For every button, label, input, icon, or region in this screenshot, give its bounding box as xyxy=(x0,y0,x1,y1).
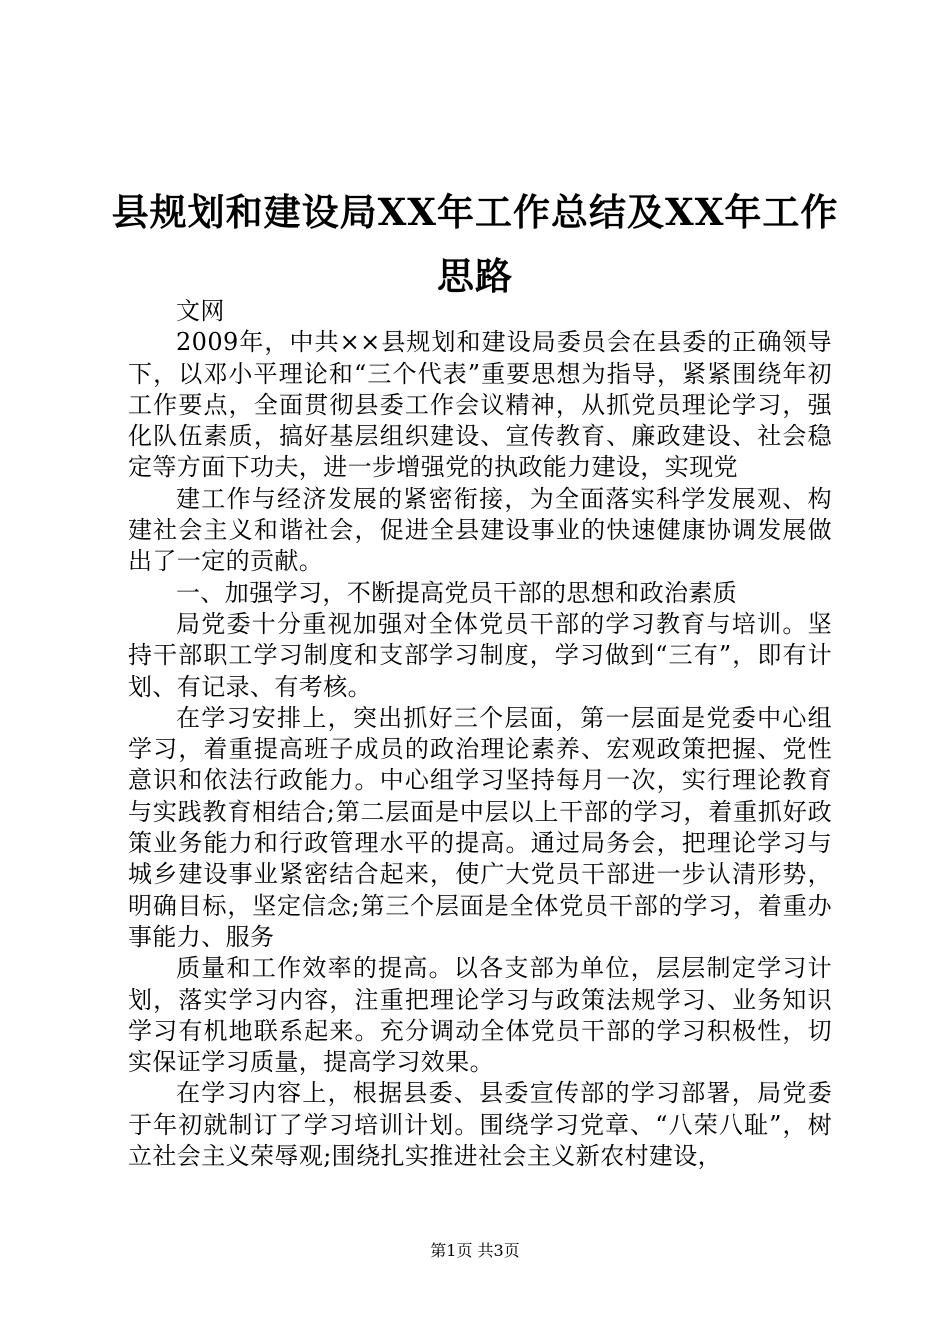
page-number-footer: 第1页 共3页 xyxy=(430,1241,520,1260)
paragraph-study-quality: 质量和工作效率的提高。以各支部为单位，层层制定学习计划，落实学习内容，注重把理论学习与政策法规学习、业务知识学习有机地联系起来。充分调动全体党员干部的学习积极性，切实保证学习质量，提高学习效果。 xyxy=(128,954,832,1077)
document-title: 县规划和建设局XX年工作总结及XX年工作思路 xyxy=(111,190,839,298)
paragraph-source: 文网 xyxy=(176,297,225,325)
paragraph-study-content: 在学习内容上，根据县委、县委宣传部的学习部署，局党委于年初就制订了学习培训计划。围绕学习党章、“八荣八耻”，树立社会主义荣辱观;围绕扎实推进社会主义新农村建设， xyxy=(128,1079,832,1171)
paragraph-study-training: 局党委十分重视加强对全体党员干部的学习教育与培训。坚持干部职工学习制度和支部学习制度，学习做到“三有”，即有计划、有记录、有考核。 xyxy=(128,609,832,701)
paragraph-intro: 2009年，中共××县规划和建设局委员会在县委的正确领导下，以邓小平理论和“三个代表”重要思想为指导，紧紧围绕年初工作要点，全面贯彻县委工作会议精神，从抓党员理论学习，强化队伍素质，搞好基层组织建设、宣传教育、廉政建设、社会稳定等方面下功夫，进一步增强党的执政能力建设，实现党 xyxy=(128,328,832,482)
paragraph-intro-continued: 建工作与经济发展的紧密衔接，为全面落实科学发展观、构建社会主义和谐社会，促进全县建设事业的快速健康协调发展做出了一定的贡献。 xyxy=(128,484,832,576)
paragraph-study-arrangement: 在学习安排上，突出抓好三个层面，第一层面是党委中心组学习，着重提高班子成员的政治理论素养、宏观政策把握、党性意识和依法行政能力。中心组学习坚持每月一次，实行理论教育与实践教育相结合;第二层面是中层以上干部的学习，着重抓好政策业务能力和行政管理水平的提高。通过局务会，把理论学习与城乡建设事业紧密结合起来，使广大党员干部进一步认清形势，明确目标，坚定信念;第三个层面是全体党员干部的学习，着重办事能力、服务 xyxy=(128,703,832,951)
section-heading-1: 一、加强学习，不断提高党员干部的思想和政治素质 xyxy=(176,578,738,607)
document-body xyxy=(128,296,832,1172)
